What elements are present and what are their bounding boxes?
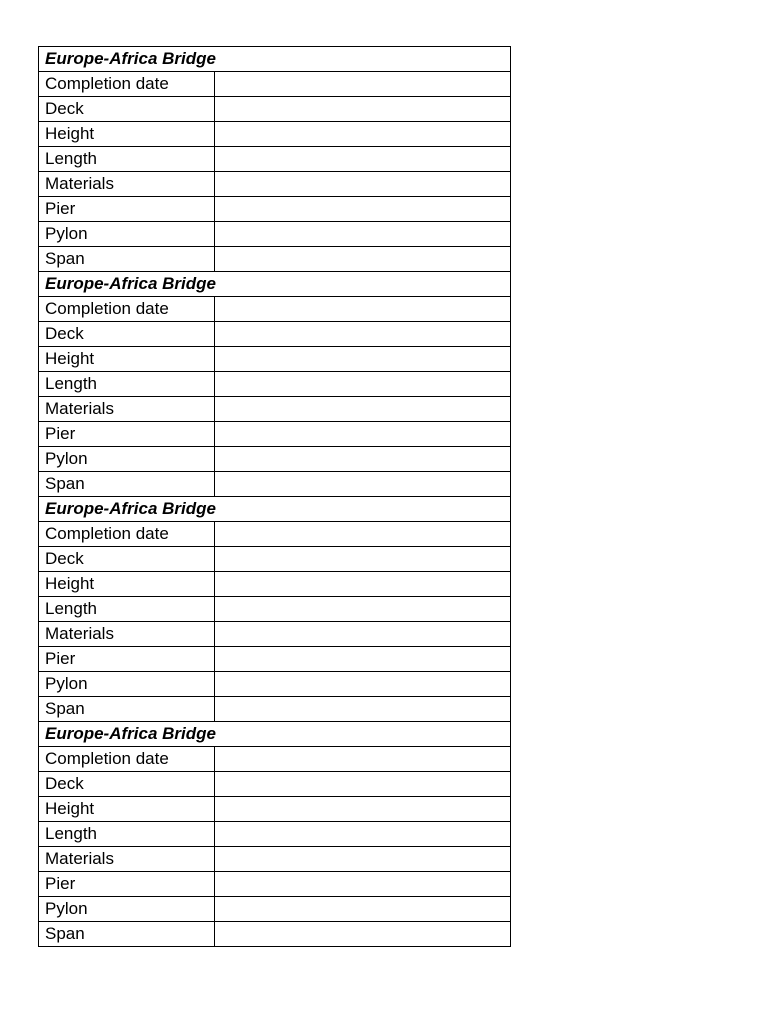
table-row [39,547,511,572]
row-value-cell[interactable] [215,372,511,397]
table-row [39,247,511,272]
row-value-cell[interactable] [215,747,511,772]
table-row [39,197,511,222]
row-value-cell[interactable] [215,297,511,322]
row-value-cell[interactable] [215,547,511,572]
row-value-cell[interactable] [215,147,511,172]
table-row [39,122,511,147]
row-label: Completion date [39,297,215,322]
row-value-cell[interactable] [215,847,511,872]
table-row [39,922,511,947]
row-label: Pylon [39,447,215,472]
table-row [39,647,511,672]
row-label: Height [39,797,215,822]
row-value-cell[interactable] [215,172,511,197]
row-label: Length [39,372,215,397]
table-row [39,422,511,447]
section-header-row [39,722,511,747]
row-label: Deck [39,97,215,122]
row-label: Completion date [39,72,215,97]
table-row [39,697,511,722]
row-value-cell[interactable] [215,222,511,247]
row-value-cell[interactable] [215,247,511,272]
row-value-cell[interactable] [215,572,511,597]
row-label: Materials [39,622,215,647]
row-label: Span [39,922,215,947]
row-label: Completion date [39,747,215,772]
section-title: Europe-Africa Bridge [39,272,511,297]
row-label: Length [39,147,215,172]
row-label: Materials [39,172,215,197]
row-value-cell[interactable] [215,72,511,97]
row-value-cell[interactable] [215,472,511,497]
row-value-cell[interactable] [215,622,511,647]
table-row [39,672,511,697]
row-value-cell[interactable] [215,447,511,472]
table-row [39,897,511,922]
table-row [39,322,511,347]
table-row [39,597,511,622]
section-title: Europe-Africa Bridge [39,497,511,522]
row-label: Deck [39,547,215,572]
row-label: Pier [39,872,215,897]
row-label: Materials [39,847,215,872]
row-value-cell[interactable] [215,122,511,147]
section-title: Europe-Africa Bridge [39,722,511,747]
table-row [39,872,511,897]
row-value-cell[interactable] [215,922,511,947]
row-label: Span [39,472,215,497]
row-value-cell[interactable] [215,822,511,847]
row-value-cell[interactable] [215,197,511,222]
table-row [39,372,511,397]
row-value-cell[interactable] [215,597,511,622]
row-value-cell[interactable] [215,397,511,422]
row-label: Deck [39,772,215,797]
row-label: Height [39,122,215,147]
row-label: Height [39,347,215,372]
table-row [39,622,511,647]
row-value-cell[interactable] [215,522,511,547]
row-label: Pylon [39,897,215,922]
table-row [39,572,511,597]
row-label: Completion date [39,522,215,547]
section-header-row [39,47,511,72]
section-header-row [39,272,511,297]
table-row [39,772,511,797]
row-label: Deck [39,322,215,347]
table-row [39,72,511,97]
table-row [39,797,511,822]
section-title: Europe-Africa Bridge [39,47,511,72]
row-value-cell[interactable] [215,772,511,797]
row-value-cell[interactable] [215,422,511,447]
table-row [39,447,511,472]
row-value-cell[interactable] [215,647,511,672]
table-row [39,147,511,172]
row-value-cell[interactable] [215,797,511,822]
row-value-cell[interactable] [215,97,511,122]
table-row [39,397,511,422]
row-value-cell[interactable] [215,672,511,697]
table-body [39,47,511,947]
table-row [39,222,511,247]
table-row [39,847,511,872]
row-value-cell[interactable] [215,872,511,897]
table-row [39,522,511,547]
row-label: Materials [39,397,215,422]
row-label: Pier [39,197,215,222]
row-label: Pylon [39,222,215,247]
table-row [39,347,511,372]
row-label: Span [39,697,215,722]
bridge-data-table [38,46,511,947]
table-row [39,822,511,847]
table-row [39,172,511,197]
row-value-cell[interactable] [215,897,511,922]
row-value-cell[interactable] [215,697,511,722]
section-header-row [39,497,511,522]
row-label: Height [39,572,215,597]
row-label: Span [39,247,215,272]
row-label: Pier [39,422,215,447]
row-label: Length [39,822,215,847]
table-row [39,97,511,122]
table-row [39,472,511,497]
table-row [39,747,511,772]
row-label: Length [39,597,215,622]
table-row [39,297,511,322]
row-label: Pylon [39,672,215,697]
row-label: Pier [39,647,215,672]
row-value-cell[interactable] [215,322,511,347]
row-value-cell[interactable] [215,347,511,372]
